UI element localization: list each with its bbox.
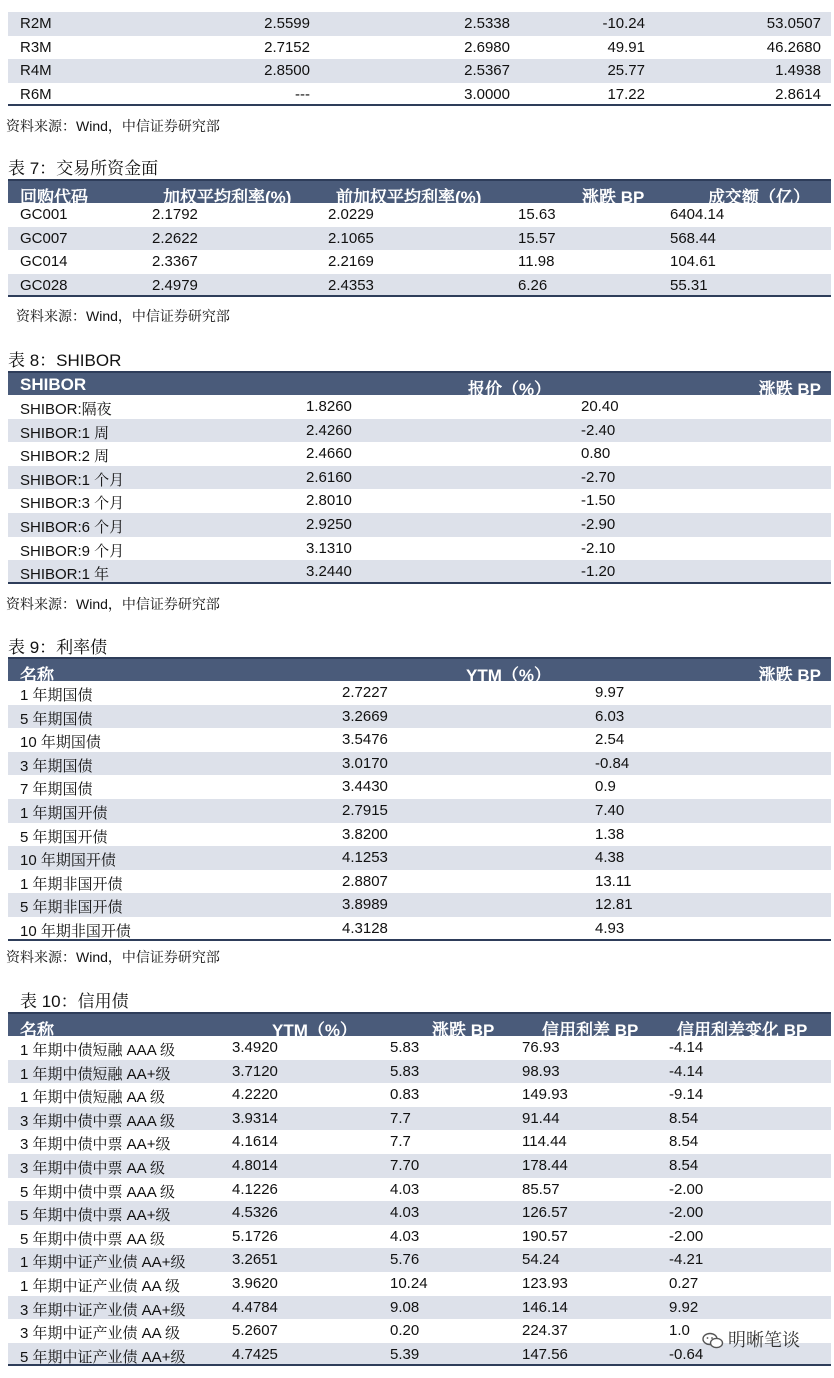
table-cell: 55.31: [670, 276, 708, 294]
table-cell: 147.56: [522, 1345, 568, 1363]
table-row: [8, 513, 831, 537]
table-cell: 224.37: [522, 1322, 568, 1340]
table-cell: GC014: [20, 253, 68, 271]
table-row: [8, 36, 831, 60]
table-cell: 2.5599: [264, 15, 310, 32]
table-cell: 2.4979: [152, 276, 198, 294]
table-cell: 3 年期国债: [20, 757, 93, 775]
table-cell: 11.98: [518, 253, 555, 271]
table-cell: 1 年期国债: [20, 687, 93, 704]
table-cell: 5 年期中债中票 AA 级: [20, 1230, 166, 1248]
table-cell: 2.4353: [328, 276, 374, 294]
header-cell: 成交额（亿）: [708, 188, 810, 207]
table-cell: 2.6980: [464, 38, 510, 56]
table-cell: 3 年期中证产业债 AA 级: [20, 1325, 181, 1343]
table-cell: 8.54: [669, 1109, 699, 1127]
header-cell: 加权平均利率(%): [163, 188, 292, 207]
table-cell: ---: [295, 85, 310, 103]
table9-title: 表 9：利率债: [8, 638, 108, 657]
table-cell: 1 年期中债短融 AA 级: [20, 1089, 166, 1107]
table-row: [8, 395, 831, 419]
table-cell: 7.7: [390, 1133, 411, 1151]
table-cell: 4.03: [390, 1204, 420, 1222]
table-cell: 8.54: [669, 1156, 699, 1174]
table-cell: 1.4938: [775, 62, 821, 80]
table-cell: 3.5476: [342, 731, 388, 749]
table-cell: -4.21: [669, 1251, 704, 1269]
table-cell: -9.14: [669, 1086, 704, 1104]
table-cell: 3 年期中证产业债 AA+级: [20, 1301, 186, 1319]
table-cell: 3.7120: [232, 1062, 278, 1080]
table-cell: 6.03: [595, 707, 625, 725]
table-cell: -2.40: [581, 421, 616, 439]
table-cell: SHIBOR:3 个月: [20, 495, 125, 513]
table-cell: 1.38: [595, 825, 625, 843]
header-cell: 报价（%）: [468, 380, 552, 399]
table-cell: 2.7915: [342, 801, 388, 819]
table6-source: 资料来源：Wind，中信证券研究部: [6, 118, 220, 134]
table-cell: 2.3367: [152, 253, 198, 271]
table-cell: 54.24: [522, 1251, 560, 1269]
table-cell: R4M: [20, 62, 52, 80]
table-cell: 3.9314: [232, 1109, 278, 1127]
table-cell: 2.8807: [342, 872, 388, 890]
table-cell: -2.00: [669, 1227, 704, 1245]
table-cell: 3.8989: [342, 896, 388, 914]
table-row: [8, 775, 831, 799]
table-row: [8, 274, 831, 298]
table-cell: -4.14: [669, 1039, 704, 1056]
table8-title: 表 8：SHIBOR: [8, 351, 122, 370]
table-cell: 2.8614: [775, 85, 821, 103]
table-cell: GC001: [20, 206, 68, 223]
table6-partial: [8, 12, 831, 106]
table-cell: 9.08: [390, 1298, 420, 1316]
table9-source: 资料来源：Wind，中信证券研究部: [6, 949, 220, 965]
table-cell: 10 年期非国开债: [20, 922, 131, 940]
table-cell: 6.26: [518, 276, 548, 294]
table-cell: 2.6160: [306, 468, 352, 486]
table-cell: 4.1253: [342, 849, 388, 867]
table-cell: 2.54: [595, 731, 625, 749]
table-row: [8, 681, 831, 705]
table8-source: 资料来源：Wind，中信证券研究部: [6, 596, 220, 612]
header-cell: 涨跌 BP: [758, 666, 821, 685]
table-cell: R3M: [20, 38, 52, 56]
table-cell: 7 年期国债: [20, 781, 93, 799]
table-cell: 76.93: [522, 1039, 560, 1056]
table-cell: 49.91: [607, 38, 645, 56]
table-row: [8, 537, 831, 561]
table9: [8, 657, 831, 941]
table-cell: 146.14: [522, 1298, 568, 1316]
header-cell: 涨跌 BP: [758, 380, 821, 399]
table-cell: 7.70: [390, 1156, 420, 1174]
table-cell: 15.57: [518, 229, 556, 247]
table-cell: 5.1726: [232, 1227, 278, 1245]
table-cell: SHIBOR:1 个月: [20, 471, 125, 489]
table-row: [8, 1083, 831, 1107]
table-row: [8, 752, 831, 776]
table-cell: 3.4920: [232, 1039, 278, 1056]
header-cell: YTM（%）: [272, 1021, 357, 1040]
table-cell: 10 年期国开债: [20, 852, 116, 870]
table-cell: 7.40: [595, 801, 625, 819]
table-cell: 5 年期国开债: [20, 828, 108, 846]
table-row: [8, 1225, 831, 1249]
table-cell: 2.4260: [306, 421, 352, 439]
table-cell: 5 年期中证产业债 AA+级: [20, 1348, 186, 1366]
table-row: [8, 1060, 831, 1084]
table-row: [8, 893, 831, 917]
table-row: [8, 489, 831, 513]
table-cell: 5.83: [390, 1062, 420, 1080]
table-header: [8, 371, 831, 399]
table-cell: 46.2680: [766, 38, 821, 56]
table-row: [8, 705, 831, 729]
header-cell: 名称: [20, 666, 54, 685]
table-cell: -1.50: [581, 492, 616, 510]
table7: [8, 179, 831, 297]
table-cell: R2M: [20, 15, 52, 32]
table-cell: 0.20: [390, 1322, 420, 1340]
table-cell: -2.00: [669, 1180, 704, 1198]
table-cell: 4.03: [390, 1180, 420, 1198]
header-cell: 信用利差 BP: [542, 1021, 639, 1040]
table-row: [8, 1130, 831, 1154]
table-cell: 104.61: [670, 253, 716, 271]
table-cell: 9.92: [669, 1298, 699, 1316]
table-cell: 85.57: [522, 1180, 560, 1198]
table-row: [8, 1296, 831, 1320]
table-row: [8, 917, 831, 941]
table-cell: 2.2169: [328, 253, 374, 271]
table-cell: -10.24: [602, 15, 645, 32]
table-cell: 190.57: [522, 1227, 568, 1245]
table-cell: GC007: [20, 229, 68, 247]
table-cell: 1 年期中证产业债 AA 级: [20, 1277, 181, 1295]
table-row: [8, 250, 831, 274]
table-cell: 3.2669: [342, 707, 388, 725]
table-cell: SHIBOR:隔夜: [20, 401, 112, 418]
table-cell: 2.4660: [306, 445, 352, 463]
table-cell: 4.38: [595, 849, 625, 867]
table-cell: 1.0: [669, 1322, 690, 1340]
table-cell: 0.80: [581, 445, 611, 463]
table-row: [8, 1178, 831, 1202]
table-cell: 2.5367: [464, 62, 510, 80]
table-row: [8, 83, 831, 107]
table-cell: 1 年期中债短融 AAA 级: [20, 1042, 176, 1059]
table-cell: 5 年期中债中票 AA+级: [20, 1207, 171, 1225]
table10: [8, 1012, 831, 1366]
table-row: [8, 466, 831, 490]
table-row: [8, 442, 831, 466]
table-row: [8, 59, 831, 83]
watermark-text: 明晰笔谈: [728, 1330, 800, 1350]
table-row: [8, 227, 831, 251]
table-cell: 149.93: [522, 1086, 568, 1104]
table-cell: 3.0170: [342, 754, 388, 772]
table7-source: 资料来源：Wind，中信证券研究部: [16, 308, 230, 324]
table-cell: 1 年期非国开债: [20, 875, 123, 893]
table-cell: 3.2440: [306, 563, 352, 581]
table-cell: 9.97: [595, 684, 625, 701]
table-cell: 178.44: [522, 1156, 568, 1174]
table-cell: 3.8200: [342, 825, 388, 843]
table-cell: 3 年期中债中票 AA+级: [20, 1136, 171, 1154]
table8: [8, 371, 831, 584]
table-cell: 1 年期中证产业债 AA+级: [20, 1254, 186, 1272]
table-cell: 2.7152: [264, 38, 310, 56]
table-cell: -2.70: [581, 468, 616, 486]
table-cell: 4.8014: [232, 1156, 278, 1174]
header-cell: SHIBOR: [20, 375, 87, 394]
table-cell: SHIBOR:9 个月: [20, 542, 125, 560]
table-row: [8, 1154, 831, 1178]
table-cell: 4.4784: [232, 1298, 278, 1316]
table-row: [8, 846, 831, 870]
table-cell: -4.14: [669, 1062, 704, 1080]
table-cell: 2.8010: [306, 492, 352, 510]
table-cell: 3.2651: [232, 1251, 278, 1269]
table-cell: 5.83: [390, 1039, 420, 1056]
table-cell: 98.93: [522, 1062, 560, 1080]
table-cell: 1 年期国开债: [20, 804, 108, 822]
table-cell: 2.5338: [464, 15, 510, 32]
table-cell: -2.00: [669, 1204, 704, 1222]
table-cell: 4.3128: [342, 919, 388, 937]
table-cell: 12.81: [595, 896, 633, 914]
table-cell: 5.2607: [232, 1322, 278, 1340]
table-row: [8, 560, 831, 584]
table-cell: 0.27: [669, 1274, 699, 1292]
table-cell: 3.9620: [232, 1274, 278, 1292]
table-cell: 3 年期中债中票 AA 级: [20, 1159, 166, 1177]
table-header: [8, 1012, 831, 1040]
table-row: [8, 1248, 831, 1272]
table-cell: 25.77: [607, 62, 645, 80]
table-cell: -0.64: [669, 1345, 704, 1363]
table-cell: 5 年期非国开债: [20, 899, 123, 917]
table-header: [8, 657, 831, 685]
header-cell: 回购代码: [20, 188, 88, 207]
table-cell: 3 年期中债中票 AAA 级: [20, 1112, 176, 1130]
table-cell: 17.22: [607, 85, 645, 103]
table-cell: 7.7: [390, 1109, 411, 1127]
table-cell: 20.40: [581, 398, 619, 415]
table-cell: SHIBOR:6 个月: [20, 518, 125, 536]
table-cell: 4.5326: [232, 1204, 278, 1222]
table-cell: -2.10: [581, 539, 616, 557]
table-cell: 2.9250: [306, 515, 352, 533]
table-cell: 4.03: [390, 1227, 420, 1245]
table7-title: 表 7：交易所资金面: [8, 159, 159, 178]
header-cell: YTM（%）: [466, 666, 551, 685]
table-cell: 53.0507: [766, 15, 821, 32]
table-cell: 91.44: [522, 1109, 560, 1127]
table-cell: 2.0229: [328, 206, 374, 223]
table-cell: 114.44: [522, 1133, 567, 1151]
table-cell: 2.1792: [152, 206, 198, 223]
table-cell: 568.44: [670, 229, 716, 247]
table-row: [8, 1272, 831, 1296]
table-cell: 6404.14: [670, 206, 725, 223]
table-cell: 5 年期中债中票 AAA 级: [20, 1183, 176, 1201]
table-row: [8, 1201, 831, 1225]
table-row: [8, 1107, 831, 1131]
watermark: [702, 1326, 800, 1352]
header-cell: 前加权平均利率(%): [336, 188, 482, 207]
table-row: [8, 203, 831, 227]
table-cell: -2.90: [581, 515, 616, 533]
table-cell: 4.1226: [232, 1180, 278, 1198]
table-cell: 126.57: [522, 1204, 568, 1222]
table10-title: 表 10：信用债: [20, 992, 129, 1011]
table-cell: SHIBOR:2 周: [20, 448, 110, 466]
table-cell: -0.84: [595, 754, 630, 772]
table-cell: GC028: [20, 276, 68, 294]
table-cell: 10.24: [390, 1274, 428, 1292]
table-cell: 3.1310: [306, 539, 352, 557]
table-cell: 2.7227: [342, 684, 388, 701]
table-row: [8, 12, 831, 36]
header-cell: 信用利差变化 BP: [677, 1021, 808, 1040]
table-cell: R6M: [20, 85, 52, 103]
table-cell: SHIBOR:1 周: [20, 424, 110, 442]
table-cell: 2.2622: [152, 229, 198, 247]
table-cell: 0.83: [390, 1086, 420, 1104]
table-cell: 4.7425: [232, 1345, 278, 1363]
table-cell: 8.54: [669, 1133, 699, 1151]
table-cell: 15.63: [518, 206, 556, 223]
header-cell: 名称: [20, 1021, 54, 1040]
table-cell: 0.9: [595, 778, 616, 796]
table-cell: 1.8260: [306, 398, 352, 415]
table-cell: 4.2220: [232, 1086, 278, 1104]
table-cell: 5 年期国债: [20, 710, 93, 728]
table-cell: 5.39: [390, 1345, 420, 1363]
table-cell: 10 年期国债: [20, 734, 101, 752]
table-header: [8, 179, 831, 207]
table-row: [8, 870, 831, 894]
table-cell: 2.1065: [328, 229, 374, 247]
table-cell: 13.11: [595, 872, 632, 890]
table-cell: 5.76: [390, 1251, 420, 1269]
table-cell: 3.4430: [342, 778, 388, 796]
table-cell: 1 年期中债短融 AA+级: [20, 1065, 171, 1083]
table-cell: -1.20: [581, 563, 616, 581]
header-cell: 涨跌 BP: [432, 1021, 495, 1040]
table-cell: 123.93: [522, 1274, 568, 1292]
table-cell: 4.1614: [232, 1133, 278, 1151]
table-cell: 4.93: [595, 919, 625, 937]
wechat-icon: [702, 1332, 724, 1350]
table-row: [8, 823, 831, 847]
table-row: [8, 799, 831, 823]
table-row: [8, 728, 831, 752]
table-cell: SHIBOR:1 年: [20, 566, 110, 584]
table-row: [8, 419, 831, 443]
table-row: [8, 1036, 831, 1060]
table-cell: 3.0000: [464, 85, 510, 103]
table-cell: 2.8500: [264, 62, 310, 80]
header-cell: 涨跌 BP: [582, 188, 645, 207]
